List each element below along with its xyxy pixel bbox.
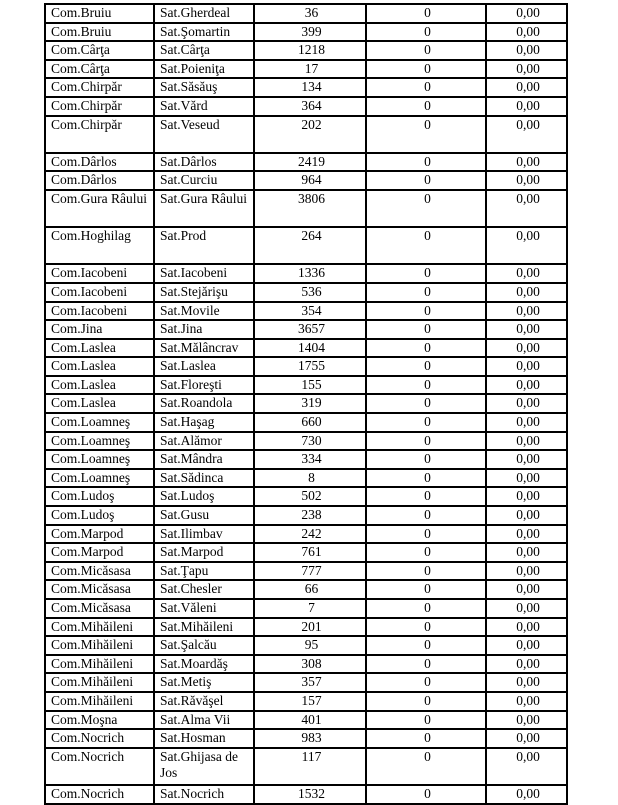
- count-cell: 0: [366, 41, 486, 60]
- count-cell: 0: [366, 283, 486, 302]
- population-cell: 201: [254, 618, 366, 637]
- village-cell: Sat.Marpod: [154, 543, 254, 562]
- amount-cell: 0,00: [486, 729, 567, 748]
- amount-cell: 0,00: [486, 636, 567, 655]
- table-row: [45, 302, 567, 321]
- village-cell: Sat.Hosman: [154, 729, 254, 748]
- amount-cell: 0,00: [486, 506, 567, 525]
- population-cell: 117: [254, 748, 366, 785]
- count-cell: 0: [366, 339, 486, 358]
- amount-cell: 0,00: [486, 78, 567, 97]
- population-cell: 134: [254, 78, 366, 97]
- count-cell: 0: [366, 506, 486, 525]
- amount-cell: 0,00: [486, 171, 567, 190]
- population-cell: 66: [254, 580, 366, 599]
- amount-cell: 0,00: [486, 23, 567, 42]
- table-row: [45, 357, 567, 376]
- count-cell: 0: [366, 562, 486, 581]
- table-row: [45, 506, 567, 525]
- amount-cell: 0,00: [486, 543, 567, 562]
- village-cell: Sat.Alămor: [154, 432, 254, 451]
- population-cell: 399: [254, 23, 366, 42]
- count-cell: 0: [366, 580, 486, 599]
- commune-cell: Com.Loamneş: [45, 413, 154, 432]
- count-cell: 0: [366, 748, 486, 785]
- count-cell: 0: [366, 618, 486, 637]
- count-cell: 0: [366, 673, 486, 692]
- population-cell: 95: [254, 636, 366, 655]
- table-row: [45, 618, 567, 637]
- population-cell: 3657: [254, 320, 366, 339]
- amount-cell: 0,00: [486, 60, 567, 79]
- village-cell: Sat.Floreşti: [154, 376, 254, 395]
- count-cell: 0: [366, 116, 486, 153]
- commune-cell: Com.Nocrich: [45, 729, 154, 748]
- population-cell: 155: [254, 376, 366, 395]
- population-cell: 157: [254, 692, 366, 711]
- village-cell: Sat.Curciu: [154, 171, 254, 190]
- population-cell: 401: [254, 711, 366, 730]
- amount-cell: 0,00: [486, 357, 567, 376]
- amount-cell: 0,00: [486, 227, 567, 264]
- table-row: [45, 729, 567, 748]
- commune-cell: Com.Dârlos: [45, 153, 154, 172]
- population-cell: 730: [254, 432, 366, 451]
- commune-cell: Com.Mihăileni: [45, 618, 154, 637]
- village-cell: Sat.Gherdeal: [154, 4, 254, 23]
- table-row: [45, 562, 567, 581]
- commune-cell: Com.Iacobeni: [45, 302, 154, 321]
- amount-cell: 0,00: [486, 413, 567, 432]
- count-cell: 0: [366, 78, 486, 97]
- village-cell: Sat.Gusu: [154, 506, 254, 525]
- commune-cell: Com.Ludoş: [45, 487, 154, 506]
- table-row: [45, 599, 567, 618]
- population-cell: 17: [254, 60, 366, 79]
- amount-cell: 0,00: [486, 562, 567, 581]
- table-row: [45, 23, 567, 42]
- village-cell: Sat.Ţapu: [154, 562, 254, 581]
- count-cell: 0: [366, 302, 486, 321]
- table-row: [45, 673, 567, 692]
- population-cell: 7: [254, 599, 366, 618]
- amount-cell: 0,00: [486, 655, 567, 674]
- commune-cell: Com.Dârlos: [45, 171, 154, 190]
- population-cell: 1404: [254, 339, 366, 358]
- village-cell: Sat.Gura Râului: [154, 190, 254, 227]
- count-cell: 0: [366, 23, 486, 42]
- commune-cell: Com.Bruiu: [45, 23, 154, 42]
- commune-cell: Com.Moşna: [45, 711, 154, 730]
- village-cell: Sat.Şomartin: [154, 23, 254, 42]
- count-cell: 0: [366, 432, 486, 451]
- population-cell: 319: [254, 394, 366, 413]
- village-cell: Sat.Haşag: [154, 413, 254, 432]
- amount-cell: 0,00: [486, 487, 567, 506]
- table-row: [45, 692, 567, 711]
- commune-cell: Com.Mihăileni: [45, 636, 154, 655]
- commune-cell: Com.Micăsasa: [45, 580, 154, 599]
- population-cell: 238: [254, 506, 366, 525]
- amount-cell: 0,00: [486, 394, 567, 413]
- table-row: [45, 339, 567, 358]
- village-cell: Sat.Veseud: [154, 116, 254, 153]
- village-cell: Sat.Nocrich: [154, 785, 254, 804]
- table-row: [45, 655, 567, 674]
- population-cell: 242: [254, 525, 366, 544]
- amount-cell: 0,00: [486, 4, 567, 23]
- count-cell: 0: [366, 450, 486, 469]
- amount-cell: 0,00: [486, 97, 567, 116]
- table-row: [45, 78, 567, 97]
- count-cell: 0: [366, 60, 486, 79]
- village-cell: Sat.Ghijasa de Jos: [154, 748, 254, 785]
- population-cell: 202: [254, 116, 366, 153]
- population-cell: 334: [254, 450, 366, 469]
- population-cell: 1532: [254, 785, 366, 804]
- village-cell: Sat.Alma Vii: [154, 711, 254, 730]
- population-cell: 364: [254, 97, 366, 116]
- table-row: [45, 394, 567, 413]
- population-cell: 777: [254, 562, 366, 581]
- village-cell: Sat.Iacobeni: [154, 264, 254, 283]
- amount-cell: 0,00: [486, 190, 567, 227]
- table-row: [45, 785, 567, 804]
- table-row: [45, 525, 567, 544]
- table-row: [45, 580, 567, 599]
- table-row: [45, 469, 567, 488]
- amount-cell: 0,00: [486, 302, 567, 321]
- village-cell: Sat.Moardăş: [154, 655, 254, 674]
- amount-cell: 0,00: [486, 283, 567, 302]
- village-cell: Sat.Roandola: [154, 394, 254, 413]
- commune-cell: Com.Cârţa: [45, 41, 154, 60]
- commune-cell: Com.Cârţa: [45, 60, 154, 79]
- population-cell: 983: [254, 729, 366, 748]
- commune-cell: Com.Chirpăr: [45, 78, 154, 97]
- village-cell: Sat.Chesler: [154, 580, 254, 599]
- village-cell: Sat.Poieniţa: [154, 60, 254, 79]
- count-cell: 0: [366, 729, 486, 748]
- count-cell: 0: [366, 320, 486, 339]
- population-cell: 8: [254, 469, 366, 488]
- village-cell: Sat.Cârţa: [154, 41, 254, 60]
- commune-cell: Com.Bruiu: [45, 4, 154, 23]
- village-cell: Sat.Dârlos: [154, 153, 254, 172]
- count-cell: 0: [366, 543, 486, 562]
- amount-cell: 0,00: [486, 450, 567, 469]
- table-row: [45, 413, 567, 432]
- table-row: [45, 376, 567, 395]
- commune-cell: Com.Nocrich: [45, 785, 154, 804]
- village-cell: Sat.Ludoş: [154, 487, 254, 506]
- table-row: [45, 116, 567, 153]
- count-cell: 0: [366, 487, 486, 506]
- village-cell: Sat.Stejărişu: [154, 283, 254, 302]
- amount-cell: 0,00: [486, 432, 567, 451]
- table-row: [45, 153, 567, 172]
- count-cell: 0: [366, 153, 486, 172]
- table-row: [45, 264, 567, 283]
- amount-cell: 0,00: [486, 748, 567, 785]
- table-row: [45, 748, 567, 785]
- village-cell: Sat.Mândra: [154, 450, 254, 469]
- population-cell: 1755: [254, 357, 366, 376]
- count-cell: 0: [366, 264, 486, 283]
- count-cell: 0: [366, 227, 486, 264]
- population-cell: 354: [254, 302, 366, 321]
- amount-cell: 0,00: [486, 785, 567, 804]
- population-cell: 3806: [254, 190, 366, 227]
- table-body: [45, 4, 567, 804]
- commune-cell: Com.Chirpăr: [45, 97, 154, 116]
- table-row: [45, 97, 567, 116]
- table-row: [45, 432, 567, 451]
- population-cell: 536: [254, 283, 366, 302]
- count-cell: 0: [366, 171, 486, 190]
- population-cell: 2419: [254, 153, 366, 172]
- village-cell: Sat.Sădinca: [154, 469, 254, 488]
- village-cell: Sat.Şalcău: [154, 636, 254, 655]
- count-cell: 0: [366, 190, 486, 227]
- table-row: [45, 543, 567, 562]
- count-cell: 0: [366, 394, 486, 413]
- commune-cell: Com.Loamneş: [45, 432, 154, 451]
- commune-cell: Com.Chirpăr: [45, 116, 154, 153]
- population-cell: 1336: [254, 264, 366, 283]
- count-cell: 0: [366, 692, 486, 711]
- count-cell: 0: [366, 4, 486, 23]
- amount-cell: 0,00: [486, 711, 567, 730]
- amount-cell: 0,00: [486, 339, 567, 358]
- amount-cell: 0,00: [486, 41, 567, 60]
- village-cell: Sat.Prod: [154, 227, 254, 264]
- village-cell: Sat.Laslea: [154, 357, 254, 376]
- table-row: [45, 283, 567, 302]
- commune-cell: Com.Iacobeni: [45, 264, 154, 283]
- commune-cell: Com.Mihăileni: [45, 655, 154, 674]
- village-cell: Sat.Ilimbav: [154, 525, 254, 544]
- commune-cell: Com.Nocrich: [45, 748, 154, 785]
- village-cell: Sat.Movile: [154, 302, 254, 321]
- commune-cell: Com.Jina: [45, 320, 154, 339]
- population-cell: 502: [254, 487, 366, 506]
- table-row: [45, 450, 567, 469]
- table-row: [45, 190, 567, 227]
- amount-cell: 0,00: [486, 692, 567, 711]
- village-cell: Sat.Mălâncrav: [154, 339, 254, 358]
- amount-cell: 0,00: [486, 376, 567, 395]
- commune-cell: Com.Loamneş: [45, 469, 154, 488]
- population-cell: 264: [254, 227, 366, 264]
- commune-cell: Com.Marpod: [45, 525, 154, 544]
- commune-cell: Com.Laslea: [45, 376, 154, 395]
- population-cell: 308: [254, 655, 366, 674]
- count-cell: 0: [366, 711, 486, 730]
- table-row: [45, 711, 567, 730]
- commune-cell: Com.Marpod: [45, 543, 154, 562]
- village-cell: Sat.Văleni: [154, 599, 254, 618]
- amount-cell: 0,00: [486, 264, 567, 283]
- table-row: [45, 227, 567, 264]
- localities-table: [44, 3, 568, 805]
- commune-cell: Com.Laslea: [45, 357, 154, 376]
- population-cell: 964: [254, 171, 366, 190]
- count-cell: 0: [366, 525, 486, 544]
- village-cell: Sat.Vărd: [154, 97, 254, 116]
- commune-cell: Com.Laslea: [45, 339, 154, 358]
- count-cell: 0: [366, 599, 486, 618]
- village-cell: Sat.Răvăşel: [154, 692, 254, 711]
- amount-cell: 0,00: [486, 525, 567, 544]
- count-cell: 0: [366, 413, 486, 432]
- amount-cell: 0,00: [486, 320, 567, 339]
- commune-cell: Com.Laslea: [45, 394, 154, 413]
- table-row: [45, 41, 567, 60]
- table-row: [45, 4, 567, 23]
- commune-cell: Com.Gura Râului: [45, 190, 154, 227]
- commune-cell: Com.Iacobeni: [45, 283, 154, 302]
- count-cell: 0: [366, 97, 486, 116]
- village-cell: Sat.Săsăuş: [154, 78, 254, 97]
- amount-cell: 0,00: [486, 580, 567, 599]
- count-cell: 0: [366, 785, 486, 804]
- count-cell: 0: [366, 376, 486, 395]
- table-row: [45, 487, 567, 506]
- table-row: [45, 320, 567, 339]
- amount-cell: 0,00: [486, 599, 567, 618]
- table-row: [45, 171, 567, 190]
- commune-cell: Com.Mihăileni: [45, 692, 154, 711]
- count-cell: 0: [366, 469, 486, 488]
- commune-cell: Com.Micăsasa: [45, 599, 154, 618]
- village-cell: Sat.Jina: [154, 320, 254, 339]
- commune-cell: Com.Hoghilag: [45, 227, 154, 264]
- table-row: [45, 636, 567, 655]
- population-cell: 660: [254, 413, 366, 432]
- count-cell: 0: [366, 357, 486, 376]
- table-row: [45, 60, 567, 79]
- population-cell: 1218: [254, 41, 366, 60]
- commune-cell: Com.Ludoş: [45, 506, 154, 525]
- amount-cell: 0,00: [486, 116, 567, 153]
- count-cell: 0: [366, 655, 486, 674]
- commune-cell: Com.Micăsasa: [45, 562, 154, 581]
- commune-cell: Com.Loamneş: [45, 450, 154, 469]
- population-cell: 36: [254, 4, 366, 23]
- village-cell: Sat.Metiş: [154, 673, 254, 692]
- amount-cell: 0,00: [486, 673, 567, 692]
- population-cell: 761: [254, 543, 366, 562]
- village-cell: Sat.Mihăileni: [154, 618, 254, 637]
- amount-cell: 0,00: [486, 153, 567, 172]
- count-cell: 0: [366, 636, 486, 655]
- population-cell: 357: [254, 673, 366, 692]
- amount-cell: 0,00: [486, 469, 567, 488]
- amount-cell: 0,00: [486, 618, 567, 637]
- commune-cell: Com.Mihăileni: [45, 673, 154, 692]
